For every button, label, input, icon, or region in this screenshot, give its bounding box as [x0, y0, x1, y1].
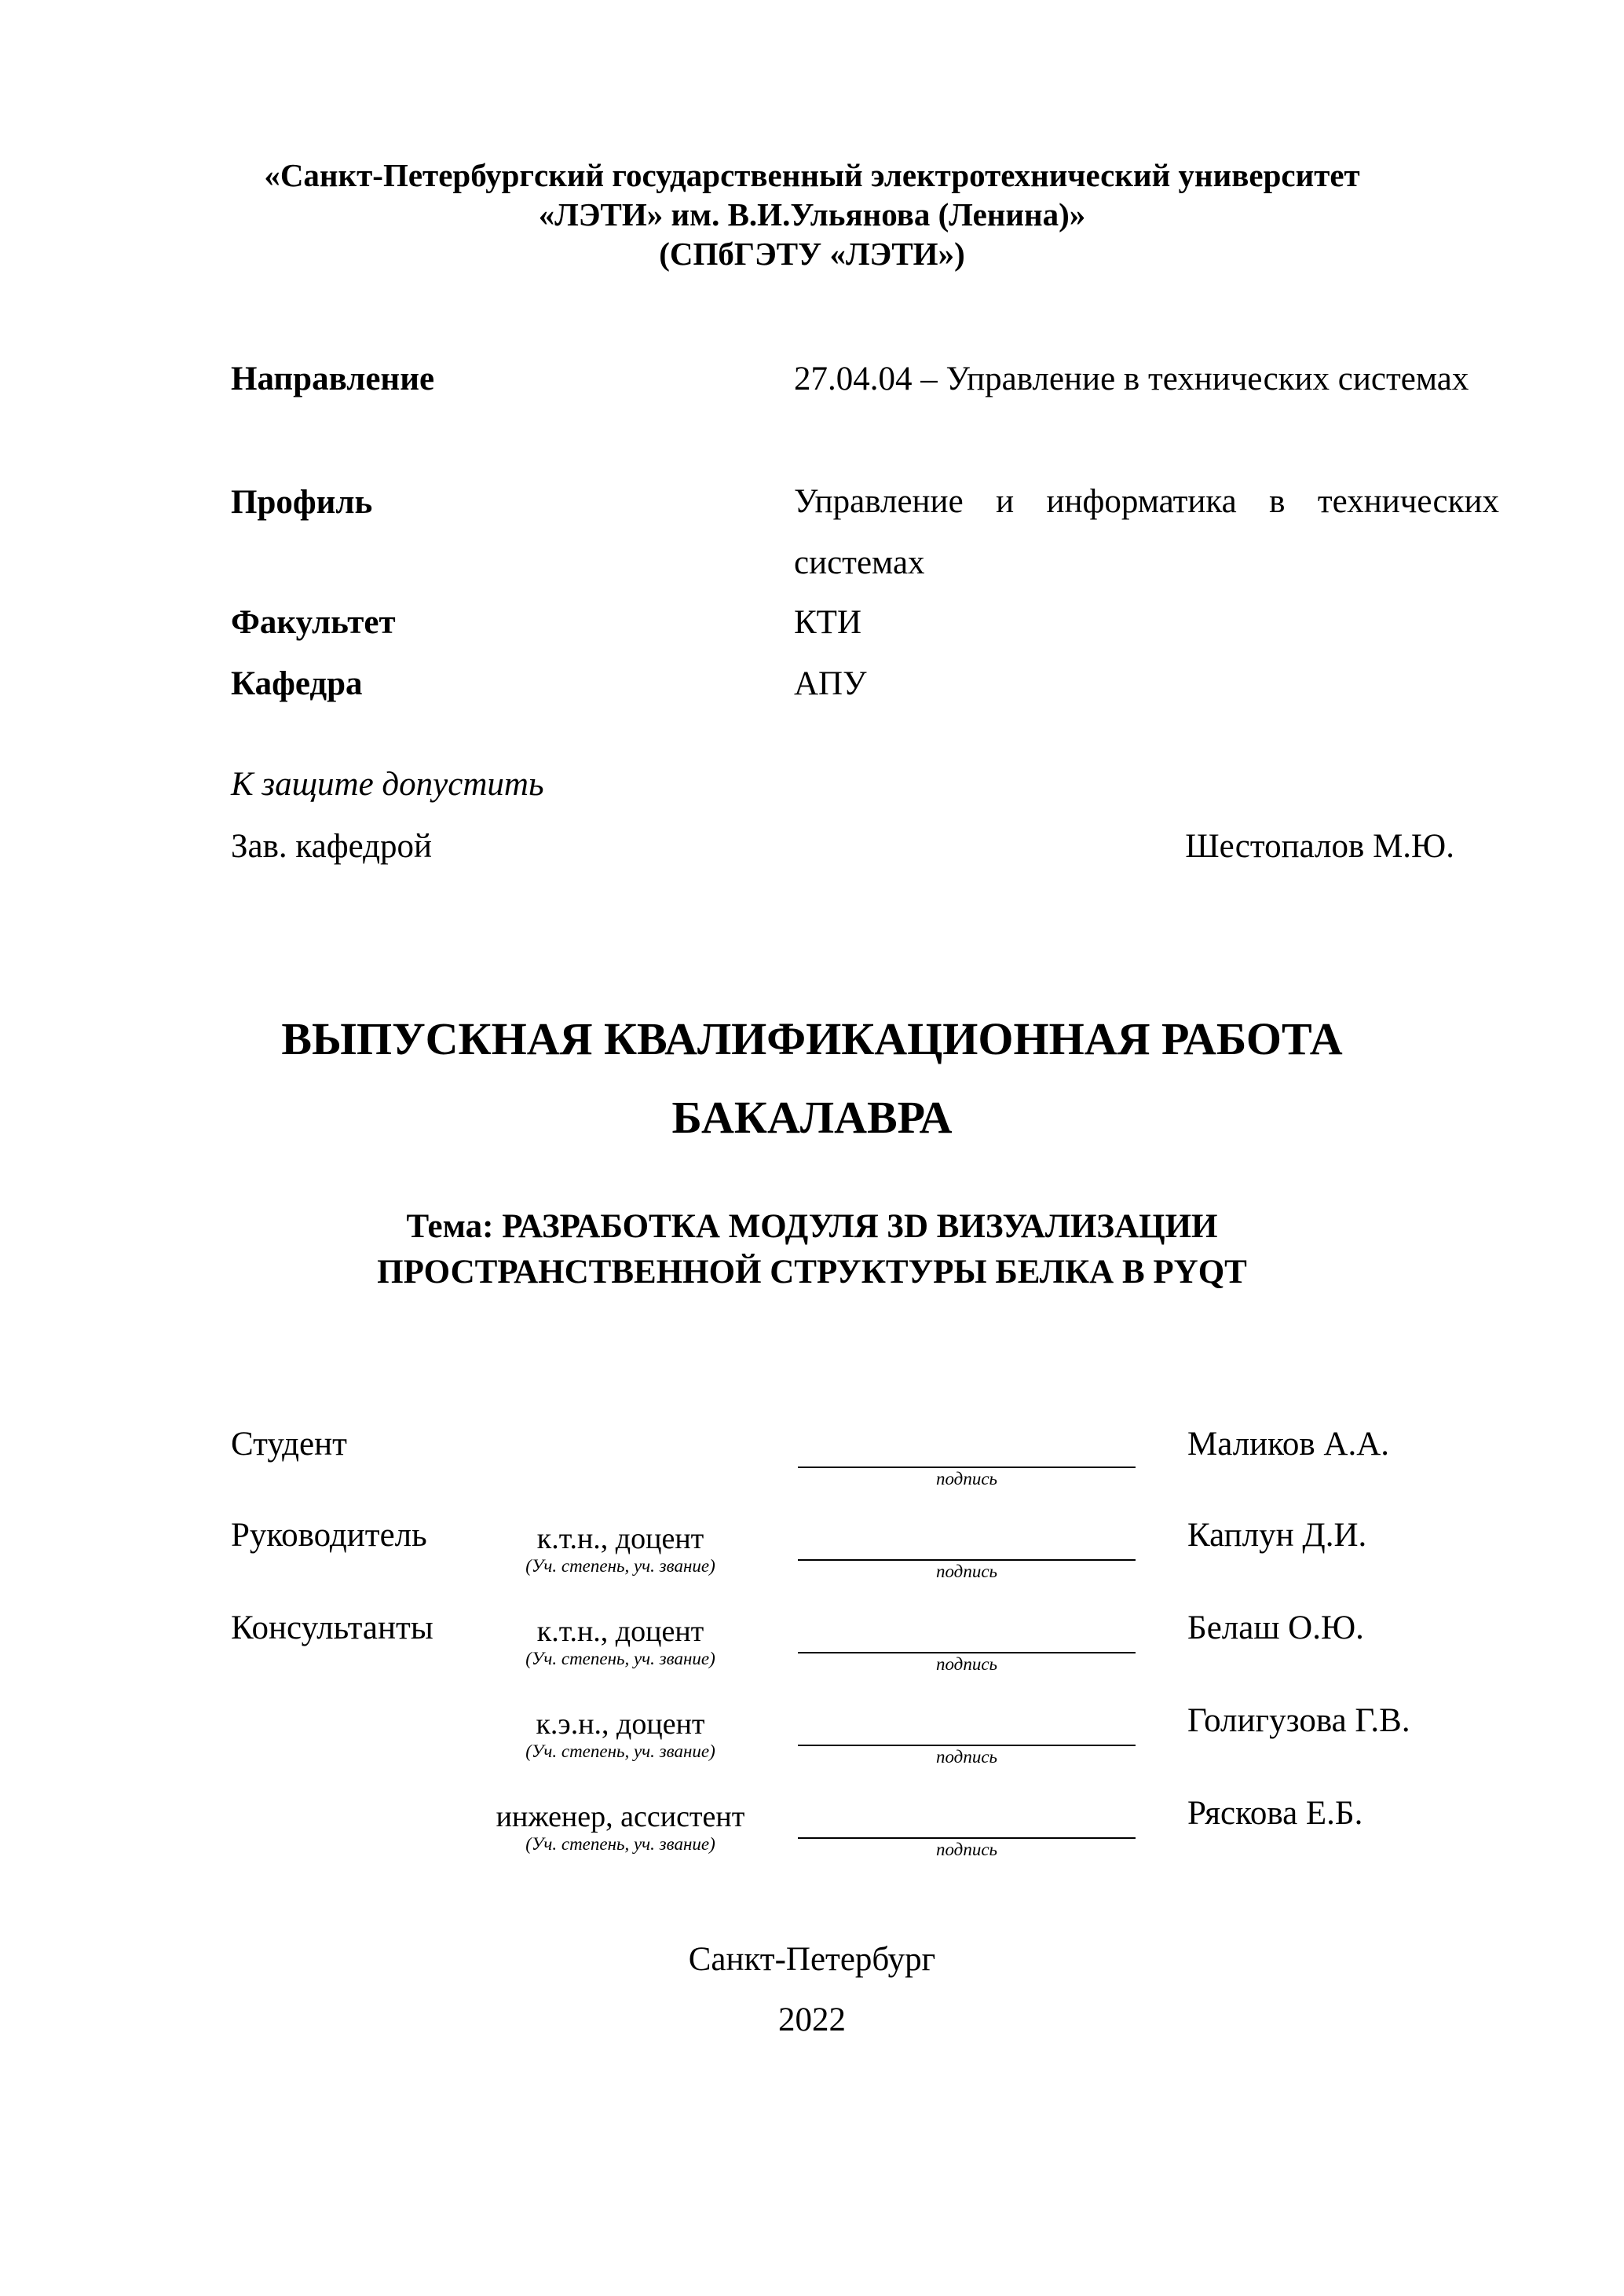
signature-caption: подпись — [935, 1654, 997, 1674]
degree-consultant-1: к.т.н., доцент — [536, 1615, 704, 1648]
city: Санкт-Петербург — [688, 1941, 936, 1978]
department-value: АПУ — [794, 665, 867, 702]
university-name-line1: «Санкт-Петербургский государственный электротехнический университет — [264, 157, 1360, 193]
signature-caption: подпись — [935, 1840, 997, 1859]
person-consultant-1: Белаш О.Ю. — [1187, 1609, 1364, 1646]
degree-consultant-2: к.э.н., доцент — [536, 1708, 705, 1741]
profile-value: Управление и информатика в технических системах — [794, 483, 1499, 581]
person-supervisor: Каплун Д.И. — [1187, 1517, 1367, 1554]
head-of-department-name: Шестопалов М.Ю. — [1185, 828, 1454, 865]
role-consultants: Консультанты — [231, 1609, 433, 1646]
signature-caption: подпись — [935, 1747, 997, 1767]
faculty-label: Факультет — [231, 604, 396, 641]
topic-prefix: Тема: — [406, 1208, 494, 1245]
person-consultant-2: Голигузова Г.В. — [1187, 1702, 1410, 1739]
direction-value: 27.04.04 – Управление в технических системах — [794, 361, 1469, 397]
topic-text-line2: ПРОСТРАНСТВЕННОЙ СТРУКТУРЫ БЕЛКА В PYQT — [377, 1254, 1247, 1291]
degree-supervisor: к.т.н., доцент — [536, 1522, 704, 1555]
university-abbreviation: (СПбГЭТУ «ЛЭТИ») — [659, 236, 965, 272]
university-name-line2: «ЛЭТИ» им. В.И.Ульянова (Ленина)» — [538, 196, 1086, 233]
direction-label: Направление — [231, 361, 435, 397]
head-of-department-label: Зав. кафедрой — [231, 828, 433, 865]
degree-caption: (Уч. степень, уч. звание) — [525, 1834, 715, 1854]
degree-consultant-3: инженер, ассистент — [496, 1800, 745, 1833]
degree-caption: (Уч. степень, уч. звание) — [525, 1649, 715, 1668]
person-student: Маликов А.А. — [1187, 1426, 1390, 1463]
person-consultant-3: Ряскова Е.Б. — [1187, 1795, 1363, 1832]
role-student: Студент — [231, 1426, 347, 1463]
year: 2022 — [778, 2001, 846, 2038]
degree-caption: (Уч. степень, уч. звание) — [525, 1556, 715, 1576]
degree-caption: (Уч. степень, уч. звание) — [525, 1741, 715, 1761]
profile-label: Профиль — [231, 484, 373, 521]
signature-caption: подпись — [935, 1562, 997, 1581]
document-title-line1: ВЫПУСКНАЯ КВАЛИФИКАЦИОННАЯ РАБОТА — [281, 1013, 1343, 1064]
role-supervisor: Руководитель — [231, 1517, 427, 1554]
document-title-line2: БАКАЛАВРА — [671, 1092, 953, 1143]
admission-note: К защите допустить — [231, 766, 544, 803]
topic-text-line1: РАЗРАБОТКА МОДУЛЯ 3D ВИЗУАЛИЗАЦИИ — [502, 1208, 1218, 1245]
topic-line1 — [0, 1204, 1624, 1250]
faculty-value: КТИ — [794, 604, 861, 641]
department-label: Кафедра — [231, 665, 363, 702]
signature-caption: подпись — [935, 1469, 997, 1489]
